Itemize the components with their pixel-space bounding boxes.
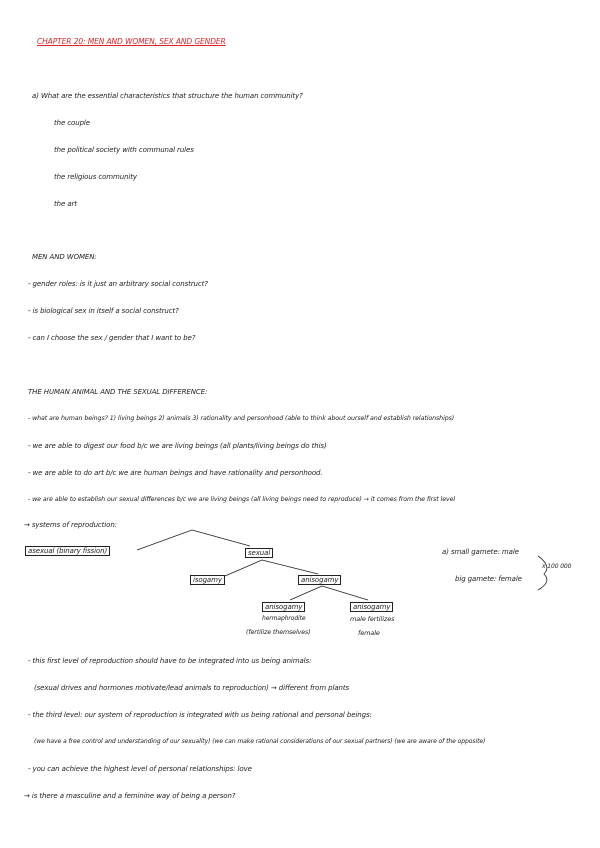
text-line: - we are able to do art b/c we are human beings and have rationality and personhood. <box>28 469 323 477</box>
ratio: x 100 000 <box>542 563 572 570</box>
node-isogamy: isogamy <box>190 575 225 585</box>
bullet-item: the religious community <box>54 173 137 181</box>
section-heading: MEN AND WOMEN: <box>32 253 97 261</box>
bullet-item: the art <box>54 200 77 208</box>
node-anisogamy-left: anisogamy <box>262 602 305 612</box>
connector-line <box>290 586 322 600</box>
text-line: (we have a free control and understanding of our sexuality) (we can make rational considerations of our sexual partners) (we are aware of the opposite) <box>34 738 486 745</box>
connector-line <box>225 560 262 576</box>
text-line: - what are human beings? 1) living beings 2) animals 3) rationality and personhood (able to think about ourself and establish relationships) <box>28 415 455 422</box>
node-sexual: sexual <box>245 548 273 558</box>
text-line: → systems of reproduction: <box>24 521 117 529</box>
text-line: - is biological sex in itself a social construct? <box>28 307 179 315</box>
gamete-small: a) small gamete: male <box>442 548 519 556</box>
page-title: CHAPTER 20: MEN AND WOMEN, SEX AND GENDER <box>37 37 226 46</box>
connector-line <box>322 586 368 600</box>
text-line: - this first level of reproduction should have to be integrated into us being animals: <box>28 657 312 665</box>
node-female: female <box>358 629 380 637</box>
connector-line <box>192 530 250 546</box>
gamete-big: big gamete: female <box>455 575 522 583</box>
connector-line <box>137 530 192 550</box>
bracket <box>538 556 547 590</box>
text-line: - we are able to digest our food b/c we are living beings (all plants/living beings do this) <box>28 442 327 450</box>
text-line: - we are able to establish our sexual differences b/c we are living beings (all living beings need to reproduce) → it comes from the first level <box>28 496 456 503</box>
text-line: - gender roles: is it just an arbitrary social construct? <box>28 280 208 288</box>
bullet-item: the couple <box>54 119 90 127</box>
node-hermaphrodite: hermaphrodite <box>262 615 306 622</box>
question: a) What are the essential characteristics that structure the human community? <box>32 92 303 100</box>
text-line: - can I choose the sex / gender that I want to be? <box>28 334 196 342</box>
node-anisogamy: anisogamy <box>298 575 341 585</box>
text-line: (sexual drives and hormones motivate/lead animals to reproduction) → different from plants <box>34 684 350 692</box>
bullet-item: the political society with communal rules <box>54 146 194 154</box>
node-male: male fertilizes <box>350 615 395 623</box>
section-heading: THE HUMAN ANIMAL AND THE SEXUAL DIFFERENCE: <box>28 388 208 396</box>
node-anisogamy-right: anisogamy <box>350 602 393 612</box>
node-asexual: asexual (binary fission) <box>25 546 110 556</box>
text-line: - the third level: our system of reproduction is integrated with us being rational and personal beings: <box>28 711 372 719</box>
connector-line <box>262 560 318 574</box>
text-line: → is there a masculine and a feminine way of being a person? <box>24 792 236 800</box>
text-line: - you can achieve the highest level of personal relationships: love <box>28 765 252 773</box>
node-note: (fertilize themselves) <box>246 629 311 636</box>
